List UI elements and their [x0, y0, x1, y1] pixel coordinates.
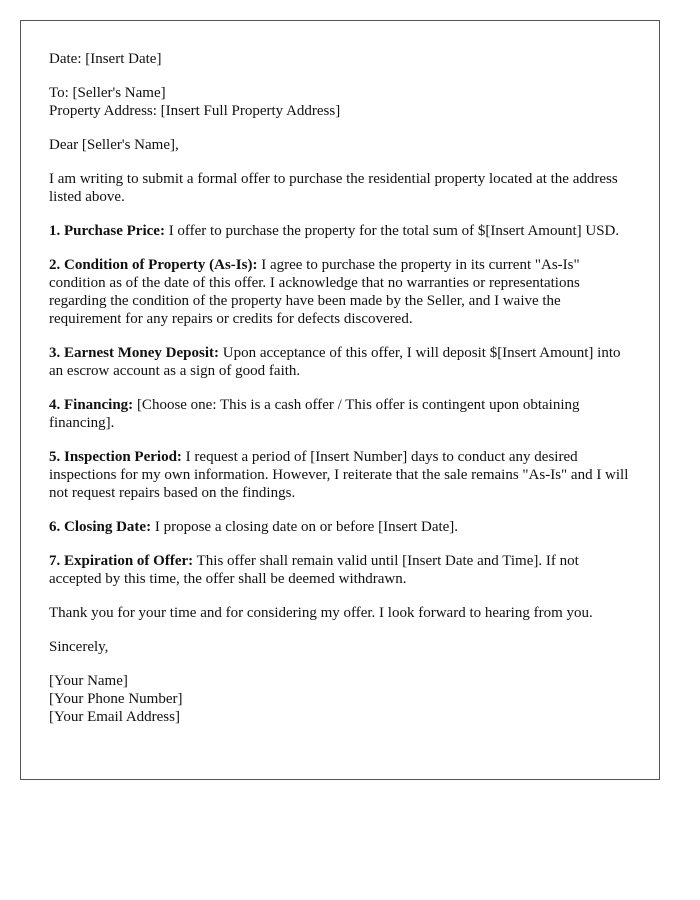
section-earnest-money-deposit	[49, 344, 631, 380]
section-body: This offer shall remain valid until [Insert Date and Time]. If not accepted by this time, the offer shall be deemed withdrawn.	[49, 553, 579, 587]
intro-paragraph: I am writing to submit a formal offer to purchase the residential property located at the address listed above.	[49, 171, 618, 205]
section-body: I propose a closing date on or before [Insert Date].	[151, 519, 459, 535]
to-line: To: [Seller's Name]	[49, 85, 166, 101]
section-body: I request a period of [Insert Number] days to conduct any desired inspections for my own information. However, I reiterate that the sale remains "As-Is" and I will not request repairs based on the findings.	[49, 449, 629, 501]
signature-email: [Your Email Address]	[49, 709, 180, 725]
date-line: Date: [Insert Date]	[49, 51, 162, 67]
section-heading: 7. Expiration of Offer:	[49, 553, 194, 569]
section-purchase-price	[49, 222, 631, 240]
signoff: Sincerely,	[49, 639, 109, 655]
salutation: Dear [Seller's Name],	[49, 137, 179, 153]
section-heading: 4. Financing:	[49, 397, 134, 413]
signature-block	[49, 672, 631, 726]
closing-paragraph: Thank you for your time and for considering my offer. I look forward to hearing from you.	[49, 605, 593, 621]
recipient-block	[49, 84, 631, 120]
section-condition-of-property	[49, 256, 631, 328]
section-heading: 6. Closing Date:	[49, 519, 152, 535]
property-address-line: Property Address: [Insert Full Property Address]	[49, 103, 341, 119]
signature-name: [Your Name]	[49, 673, 128, 689]
section-heading: 3. Earnest Money Deposit:	[49, 345, 219, 361]
signature-phone: [Your Phone Number]	[49, 691, 183, 707]
section-heading: 2. Condition of Property (As-Is):	[49, 257, 258, 273]
section-body: Upon acceptance of this offer, I will deposit $[Insert Amount] into an escrow account as a sign of good faith.	[49, 345, 621, 379]
section-closing-date	[49, 518, 631, 536]
section-body: I offer to purchase the property for the total sum of $[Insert Amount] USD.	[164, 223, 620, 239]
section-body: [Choose one: This is a cash offer / This offer is contingent upon obtaining financing].	[49, 397, 580, 431]
offer-letter	[20, 20, 660, 780]
section-expiration-of-offer	[49, 552, 631, 588]
section-body: I agree to purchase the property in its current "As-Is" condition as of the date of this offer. I acknowledge that no warranties or representations regarding the condition of the property have been made by the Seller, and I waive the requirement for any repairs or credits for defects discovered.	[49, 257, 580, 327]
section-heading: 1. Purchase Price:	[49, 223, 165, 239]
section-heading: 5. Inspection Period:	[49, 449, 182, 465]
section-financing	[49, 396, 631, 432]
section-inspection-period	[49, 448, 631, 502]
